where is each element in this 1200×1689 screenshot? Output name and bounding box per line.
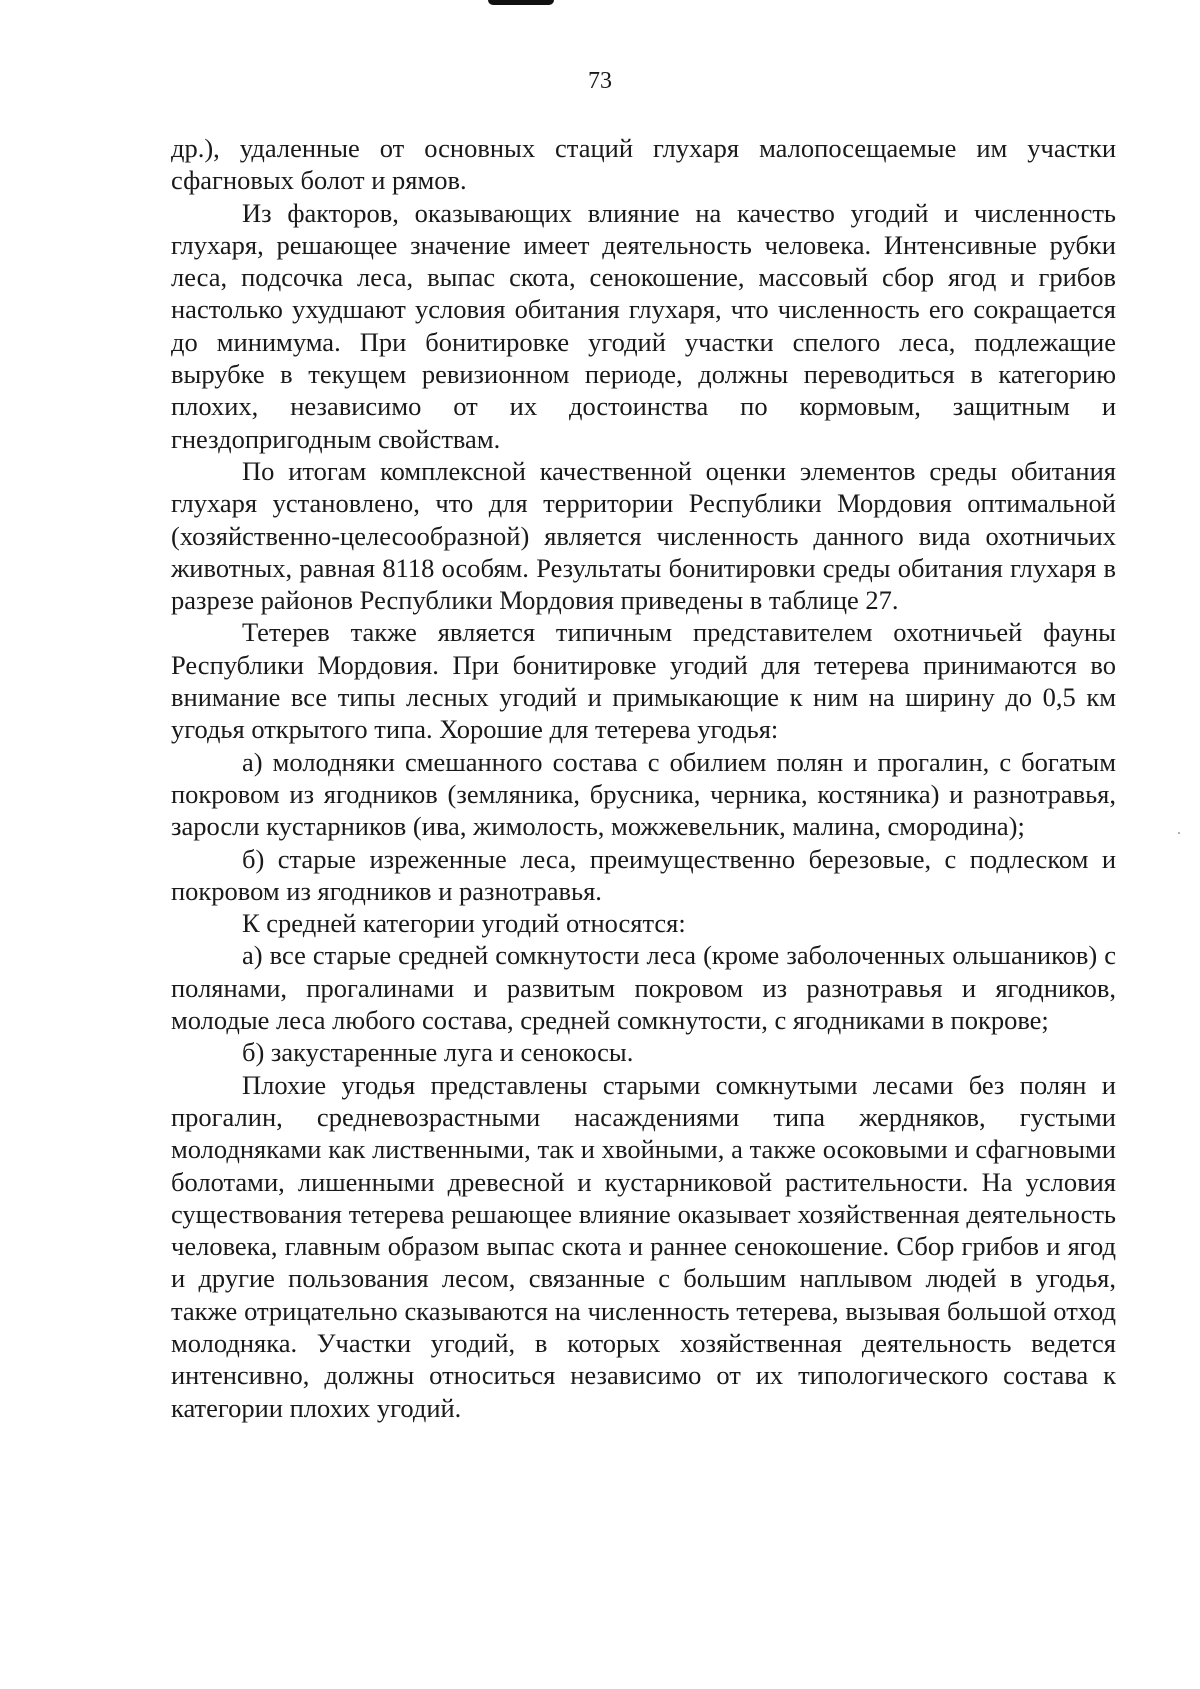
list-item-medium-a: а) все старые средней сомкнутости леса (кроме заболоченных ольшаников) с полянами, прогалинами и развитым покровом из разнотравья и ягодников, молодые леса любого состава, средней сомкнутости, с ягодниками в покрове; bbox=[171, 940, 1116, 1036]
paragraph-poor-grounds: Плохие угодья представлены старыми сомкнутыми лесами без полян и прогалин, средневозрастными насаждениями типа жердняков, густыми молодняками как лиственными, так и хвойными, а также осоковыми и сфагновыми болотами, лишенными древесной и кустарниковой растительности. На условия существования тетерева решающее влияние оказывает хозяйственная деятельность человека, главным образом выпас скота и раннее сенокошение. Сбор грибов и ягод и другие пользования лесом, связанные с большим наплывом людей в угодья, также отрицательно сказываются на численность тетерева, вызывая большой отход молодняка. Участки угодий, в которых хозяйственная деятельность ведется интенсивно, должны относиться независимо от их типологического состава к категории плохих угодий. bbox=[171, 1069, 1116, 1423]
list-item-good-a: а) молодняки смешанного состава с обилием полян и прогалин, с богатым покровом из ягодников (земляника, брусника, черника, костяника) и разнотравья, заросли кустарников (ива, жимолость, можжевельник, малина, смородина); bbox=[171, 746, 1116, 842]
scan-edge-mark bbox=[488, 0, 554, 5]
paragraph-medium-category: К средней категории угодий относятся: bbox=[242, 908, 686, 939]
page-body bbox=[171, 132, 1116, 1424]
paragraph-continuation: др.), удаленные от основных стаций глухаря малопосещаемые им участки сфагновых болот и рямов. bbox=[171, 133, 1116, 196]
page-number: 73 bbox=[588, 68, 612, 94]
scan-speck bbox=[1178, 832, 1180, 834]
paragraph-human-factors: Из факторов, оказывающих влияние на качество угодий и численность глухаря, решающее значение имеет деятельность человека. Интенсивные рубки леса, подсочка леса, выпас скота, сенокошение, массовый сбор ягод и грибов настолько ухудшают условия обитания глухаря, что численность его сокращается до минимума. При бонитировке угодий участки спелого леса, подлежащие вырубке в текущем ревизионном периоде, должны переводиться в категорию плохих, независимо от их достоинства по кормовым, защитным и гнездопригодным свойствам. bbox=[171, 197, 1116, 454]
list-item-good-b: б) старые изреженные леса, преимущественно березовые, с подлеском и покровом из ягодников и разнотравья. bbox=[171, 843, 1116, 906]
list-item-medium-b: б) закустаренные луга и сенокосы. bbox=[242, 1037, 634, 1068]
paragraph-capercaillie-assessment: По итогам комплексной качественной оценки элементов среды обитания глухаря установлено, что для территории Республики Мордовия оптимальной (хозяйственно-целесообразной) является численность данного вида охотничьих животных, равная 8118 особям. Результаты бонитировки среды обитания глухаря в разрезе районов Республики Мордовия приведены в таблице 27. bbox=[171, 455, 1116, 616]
paragraph-black-grouse-intro: Тетерев также является типичным представителем охотничьей фауны Республики Мордовия. При бонитировке угодий для тетерева принимаются во внимание все типы лесных угодий и примыкающие к ним на ширину до 0,5 км угодья открытого типа. Хорошие для тетерева угодья: bbox=[171, 617, 1116, 745]
